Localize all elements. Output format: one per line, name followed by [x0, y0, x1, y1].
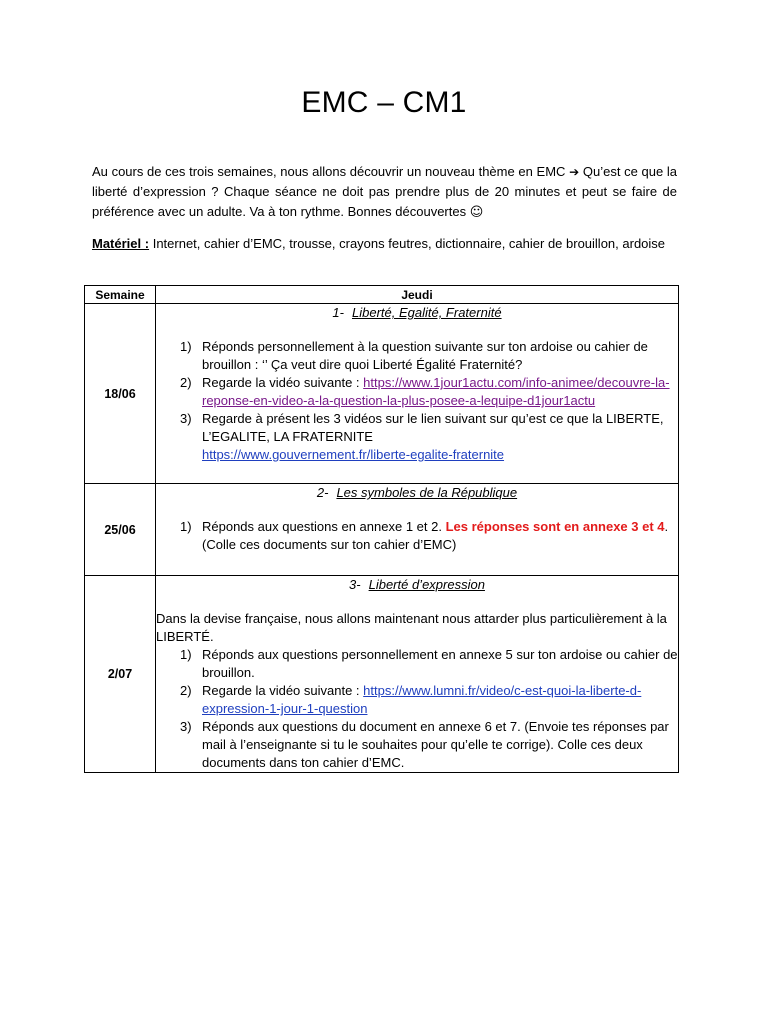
table-header-row — [85, 286, 679, 304]
week-content — [156, 484, 679, 576]
section-title — [156, 484, 678, 502]
video-link-1jour1actu[interactable]: https://www.1jour1actu.com/info-animee/decouvre-la-reponse-en-video-a-la-question-la-plus-posee-a-lequipe-d1jour1actu — [202, 375, 670, 408]
section-title — [156, 304, 678, 322]
header-jeudi: Jeudi — [156, 286, 679, 304]
materiel-label: Matériel : — [92, 236, 150, 251]
schedule-table — [84, 285, 679, 773]
list-item — [156, 410, 678, 464]
intro-text-part1: Au cours de ces trois semaines, nous allons découvrir un nouveau thème en EMC — [92, 164, 566, 179]
step-number: 3) — [180, 411, 192, 426]
step-text: Réponds aux questions du document en annexe 6 et 7. (Envoie tes réponses par mail à l’enseignante si tu le souhaites pour qu’elle te corrige). Colle ces deux documents dans ton cahier d’EMC. — [202, 719, 669, 770]
table-row — [85, 484, 679, 576]
step-number: 1) — [180, 647, 192, 662]
step-number: 3) — [180, 719, 192, 734]
step-number: 1) — [180, 339, 192, 354]
section-title-text: Liberté, Egalité, Fraternité — [351, 305, 502, 320]
list-item — [156, 338, 678, 374]
step-text: Regarde la vidéo suivante : — [202, 375, 360, 390]
step-text-end: . (Colle ces documents sur ton cahier d’EMC) — [202, 519, 669, 552]
section-title — [156, 576, 678, 594]
answers-highlight: Les réponses sont en annexe 3 et 4 — [445, 519, 665, 534]
materiel-text: Internet, cahier d’EMC, trousse, crayons feutres, dictionnaire, cahier de brouillon, ardoise — [152, 236, 666, 251]
list-item — [156, 682, 678, 718]
section-number: 1- — [332, 305, 344, 320]
steps-list — [156, 338, 678, 464]
section-number: 2- — [316, 485, 329, 500]
smiley-icon: ☺ — [469, 205, 484, 220]
list-item — [156, 374, 678, 410]
section-number: 3- — [349, 577, 361, 592]
week-content — [156, 304, 679, 484]
step-text: Regarde à présent les 3 vidéos sur le lien suivant sur qu’est ce que la LIBERTE, L’EGALITE, LA FRATERNITE — [202, 411, 664, 444]
intro-paragraph — [92, 162, 677, 223]
steps-list — [156, 646, 678, 772]
week-date: 2/07 — [85, 576, 156, 773]
step-text: Réponds aux questions en annexe 1 et 2. — [202, 519, 442, 534]
header-semaine: Semaine — [85, 286, 156, 304]
list-item — [156, 718, 678, 772]
list-item — [156, 518, 678, 554]
step-text: Réponds personnellement à la question suivante sur ton ardoise ou cahier de brouillon : ‘’ Ça veut dire quoi Liberté Égalité Fraternité? — [202, 339, 648, 372]
video-link-lumni[interactable]: https://www.lumni.fr/video/c-est-quoi-la-liberte-d-expression-1-jour-1-question — [202, 683, 642, 716]
step-text: Réponds aux questions personnellement en annexe 5 sur ton ardoise ou cahier de brouillon. — [202, 647, 678, 680]
step-number: 2) — [180, 683, 192, 698]
section-title-text: Liberté d’expression — [368, 577, 485, 592]
intro-text-part2: Qu’est ce que la liberté d’expression ? Chaque séance ne doit pas prendre plus de 20 minutes et peut se faire de préférence avec un adulte. Va à ton rythme. Bonnes découvertes — [92, 164, 677, 219]
week-date: 18/06 — [85, 304, 156, 484]
section-paragraph: Dans la devise française, nous allons maintenant nous attarder plus particulièrement à la LIBERTÉ. — [156, 611, 667, 644]
page-title: EMC – CM1 — [301, 86, 467, 119]
week-date: 25/06 — [85, 484, 156, 576]
step-number: 1) — [180, 519, 192, 534]
materiel-paragraph — [92, 233, 677, 254]
table-row — [85, 304, 679, 484]
step-number: 2) — [180, 375, 192, 390]
steps-list — [156, 518, 678, 554]
week-content — [156, 576, 679, 773]
arrow-right-icon: ➔ — [569, 165, 580, 179]
step-text: Regarde la vidéo suivante : — [202, 683, 360, 698]
section-title-text: Les symboles de la République — [336, 485, 518, 500]
link-gouvernement[interactable]: https://www.gouvernement.fr/liberte-egalite-fraternite — [202, 447, 505, 462]
table-row — [85, 576, 679, 773]
list-item — [156, 646, 678, 682]
